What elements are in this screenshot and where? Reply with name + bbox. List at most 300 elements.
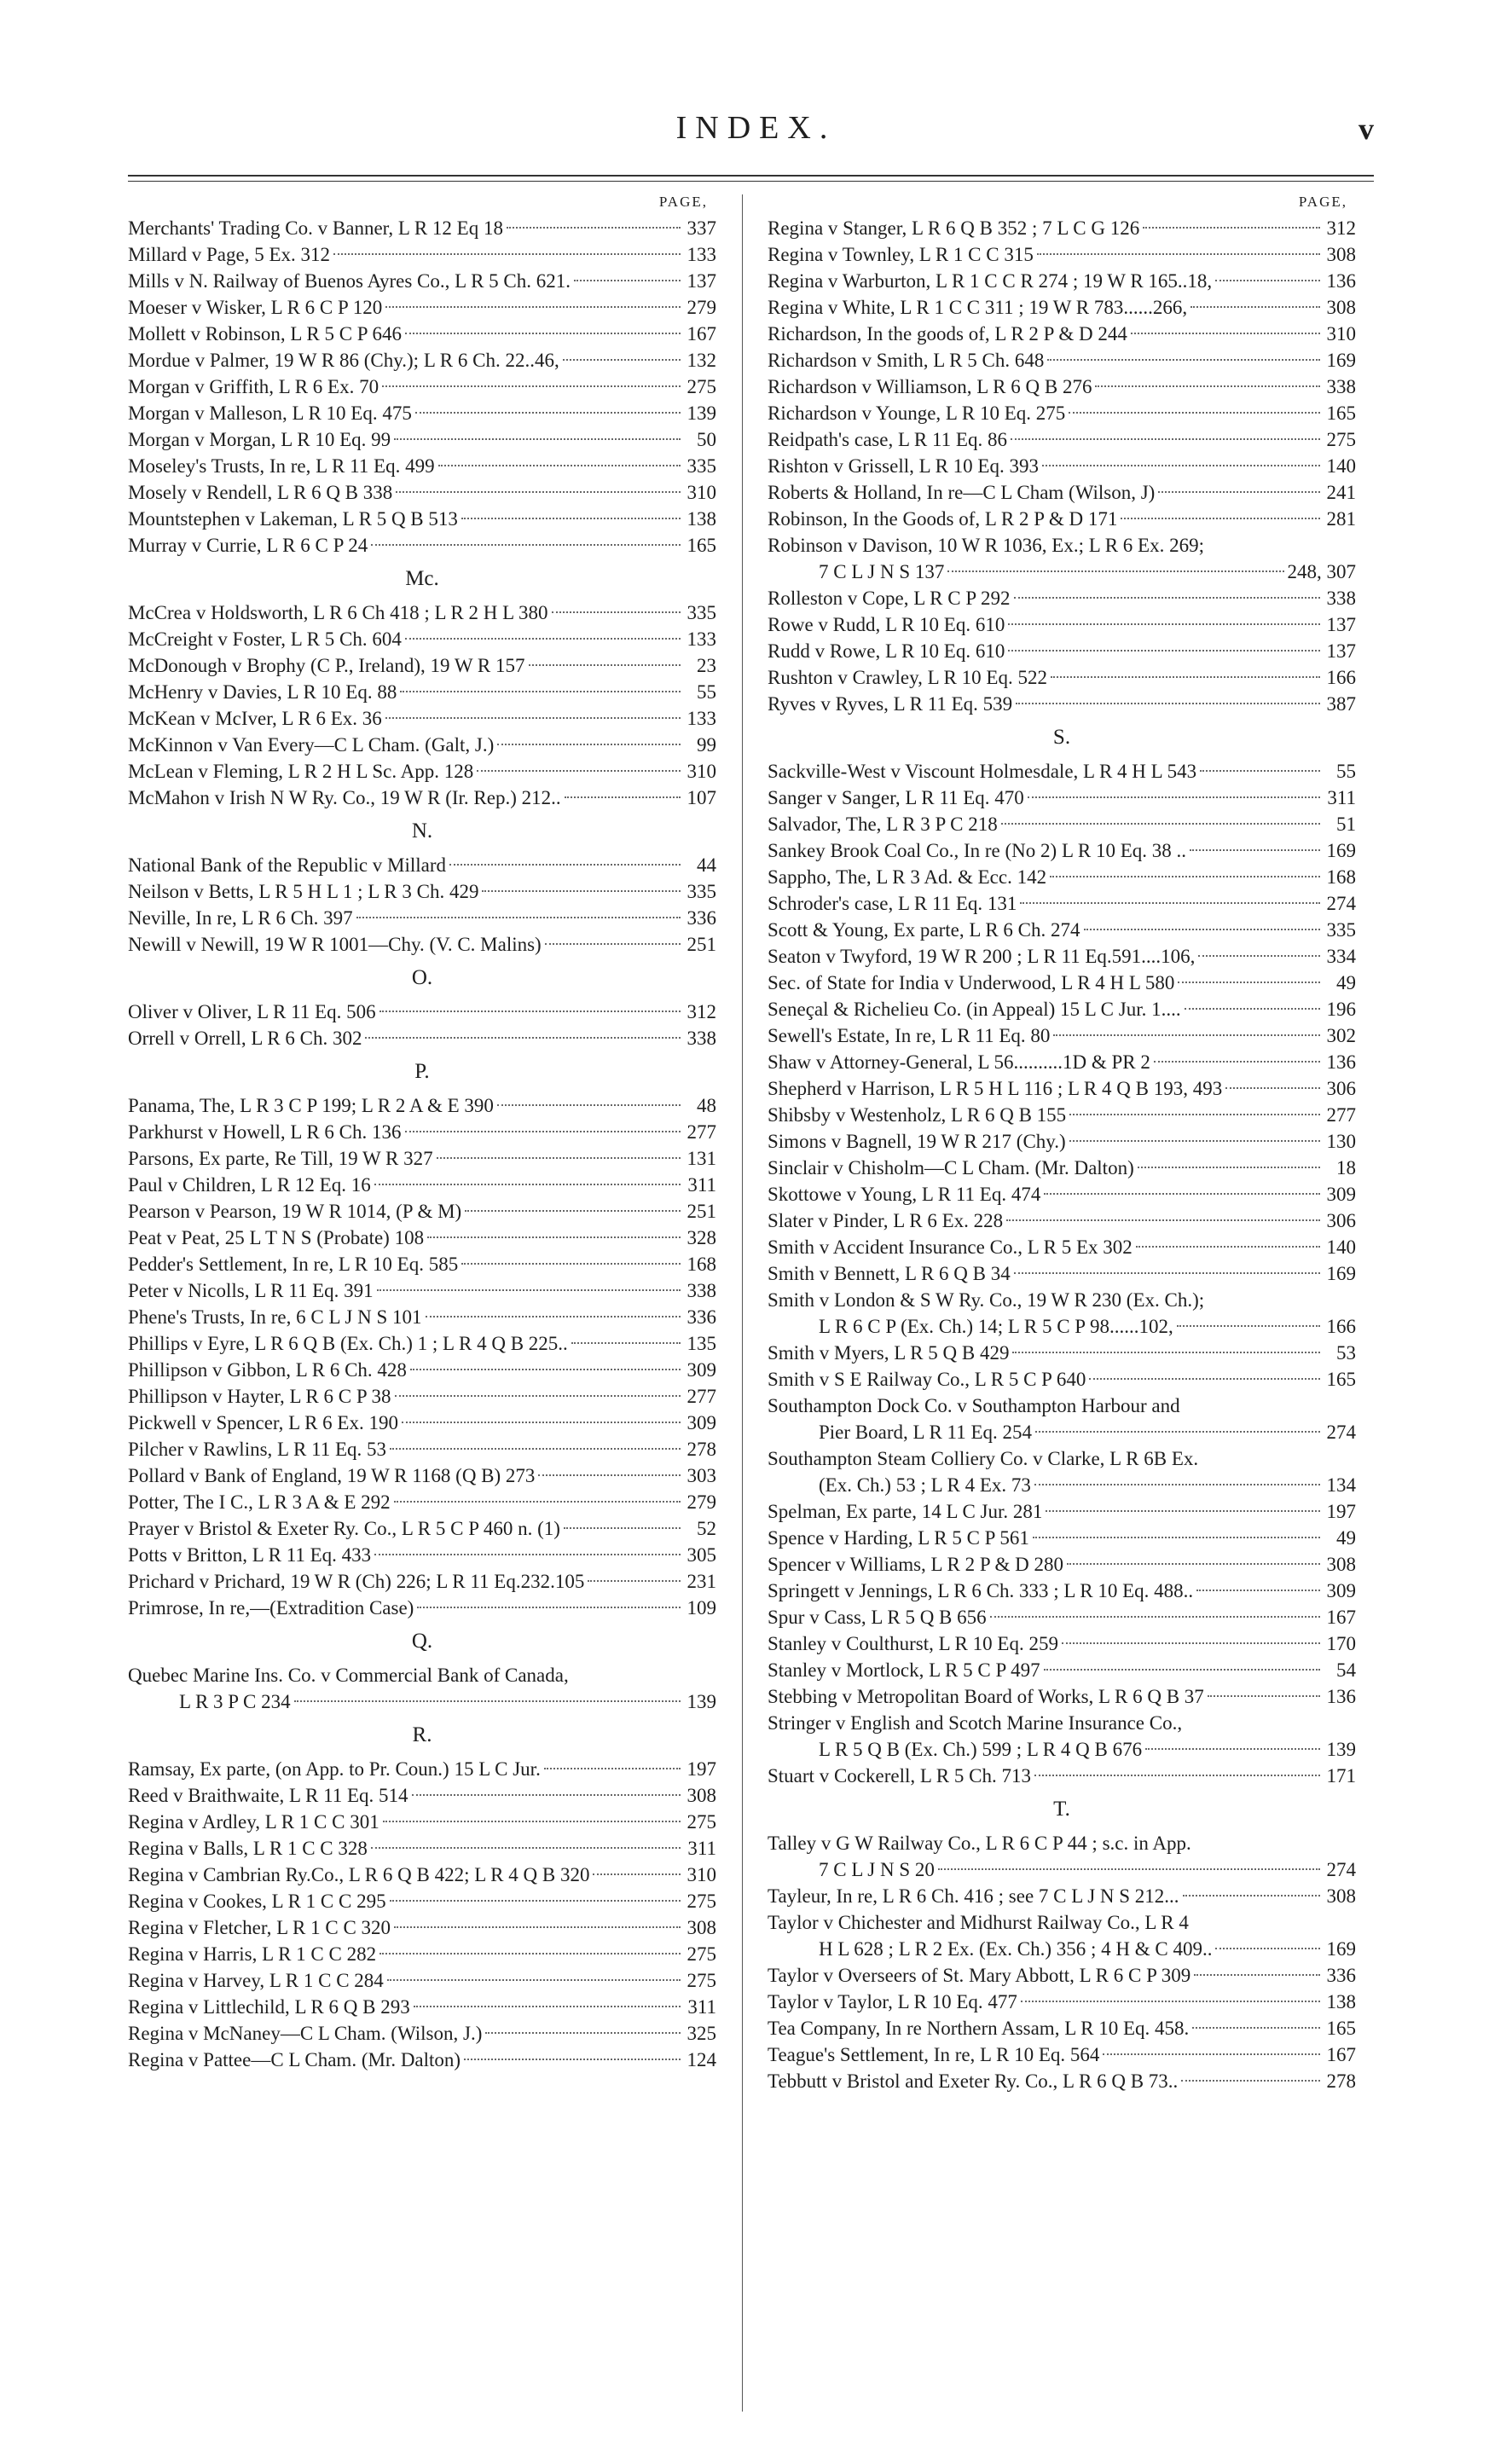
dot-leader: [464, 2059, 681, 2060]
page-reference: 138: [1326, 1991, 1356, 2012]
index-entry: [768, 1525, 1356, 1551]
index-entry: [128, 426, 716, 453]
index-entry: [768, 970, 1356, 996]
case-name: Mollett v Robinson, L R 5 C P 646: [128, 323, 402, 345]
dot-leader: [371, 544, 681, 546]
dot-leader: [1044, 1193, 1320, 1195]
index-entry: [128, 785, 716, 811]
page-reference: 167: [1326, 1607, 1356, 1628]
page-reference: 169: [1326, 1263, 1356, 1284]
case-name: Primrose, In re,—(Extradition Case): [128, 1597, 414, 1619]
dot-leader: [552, 611, 681, 613]
index-entry: [768, 758, 1356, 785]
page-number: v: [1358, 112, 1374, 146]
case-name: Tebbutt v Bristol and Exeter Ry. Co., L R 6 Q B 73..: [768, 2070, 1179, 2092]
index-entry: [128, 1383, 716, 1410]
case-name: McDonough v Brophy (C P., Ireland), 19 W R 157: [128, 655, 525, 676]
index-entry: [128, 2047, 716, 2073]
case-name: Parkhurst v Howell, L R 6 Ch. 136: [128, 1121, 402, 1143]
index-entry: [128, 626, 716, 652]
index-entry: [768, 1207, 1356, 1234]
index-entry: [768, 1102, 1356, 1128]
case-name: Sinclair v Chisholm—C L Cham. (Mr. Dalton): [768, 1157, 1134, 1178]
case-name: Taylor v Taylor, L R 10 Eq. 477: [768, 1991, 1017, 2012]
index-entry: [128, 732, 716, 758]
page-reference: 310: [1326, 323, 1356, 345]
case-name: Sewell's Estate, In re, L R 11 Eq. 80: [768, 1025, 1051, 1046]
index-entry: [128, 905, 716, 931]
page-reference: 308: [1326, 297, 1356, 318]
dot-leader: [497, 744, 681, 745]
dot-leader: [1011, 438, 1320, 440]
index-entry: [128, 999, 716, 1025]
page-reference: 328: [686, 1227, 716, 1248]
page-reference: 303: [686, 1465, 716, 1486]
page-reference: 165: [1326, 1369, 1356, 1390]
case-name: McCrea v Holdsworth, L R 6 Ch 418 ; L R 2 H L 380: [128, 602, 548, 623]
page-reference: 51: [1336, 814, 1356, 835]
index-entry: [128, 321, 716, 347]
page-reference: 336: [1326, 1965, 1356, 1986]
dot-leader: [1158, 491, 1320, 493]
page-reference: 139: [686, 1691, 716, 1712]
case-citation-continued: L R 6 C P (Ex. Ch.) 14; L R 5 C P 98......102,: [819, 1316, 1173, 1337]
index-entry: [768, 2041, 1356, 2068]
index-entry: [128, 1357, 716, 1383]
page-reference: 277: [1326, 1104, 1356, 1126]
page-reference: 166: [1326, 1316, 1356, 1337]
index-entry: [768, 1075, 1356, 1102]
dot-leader: [402, 1422, 681, 1423]
index-entry: [128, 679, 716, 705]
case-name: Richardson v Younge, L R 10 Eq. 275: [768, 402, 1066, 424]
page-reference: 277: [686, 1386, 716, 1407]
case-name: Prayer v Bristol & Exeter Ry. Co., L R 5 C P 460 n. (1): [128, 1518, 560, 1539]
case-name: Skottowe v Young, L R 11 Eq. 474: [768, 1184, 1041, 1205]
index-entry: [128, 1994, 716, 2020]
case-name: Regina v McNaney—C L Cham. (Wilson, J.): [128, 2023, 483, 2044]
index-entry: [128, 931, 716, 958]
page-reference: 241: [1326, 482, 1356, 503]
case-name: Regina v White, L R 1 C C 311 ; 19 W R 783......266,: [768, 297, 1188, 318]
page-reference: 311: [687, 1174, 716, 1196]
index-entry: [128, 1119, 716, 1145]
index-entry: [128, 1436, 716, 1462]
case-name: McMahon v Irish N W Ry. Co., 19 W R (Ir. Rep.) 212..: [128, 787, 561, 808]
case-name: Phillips v Eyre, L R 6 Q B (Ex. Ch.) 1 ; L R 4 Q B 225..: [128, 1333, 568, 1354]
dot-leader: [1034, 1775, 1320, 1776]
index-entry: [768, 2015, 1356, 2041]
page-title: INDEX.: [675, 110, 837, 146]
dot-leader: [437, 1157, 681, 1159]
index-entry: [768, 1551, 1356, 1578]
index-entry: [768, 479, 1356, 506]
dot-leader: [1103, 2053, 1320, 2055]
case-name: Moseley's Trusts, In re, L R 11 Eq. 499: [128, 455, 435, 477]
index-entry: [128, 1145, 716, 1172]
case-name: Pedder's Settlement, In re, L R 10 Eq. 585: [128, 1254, 459, 1275]
page-reference: 54: [1336, 1659, 1356, 1681]
page-reference: 133: [686, 244, 716, 265]
page-reference: 308: [1326, 1554, 1356, 1575]
dot-leader: [410, 1369, 681, 1370]
index-entry: [128, 1304, 716, 1330]
index-entry: [768, 1022, 1356, 1049]
dot-leader: [1042, 465, 1320, 466]
dot-leader: [1089, 1378, 1320, 1380]
page-reference: 137: [1326, 640, 1356, 662]
page-reference: 275: [686, 1970, 716, 1991]
index-entry: [768, 532, 1356, 559]
dot-leader: [438, 465, 681, 466]
dot-leader: [415, 412, 681, 414]
case-name: Stringer v English and Scotch Marine Insurance Co.,: [768, 1712, 1183, 1734]
index-entry: [768, 1445, 1356, 1472]
page-reference: 130: [1326, 1131, 1356, 1152]
dot-leader: [1208, 1695, 1320, 1697]
page-reference: 302: [1326, 1025, 1356, 1046]
dot-leader: [374, 1184, 681, 1185]
case-name: National Bank of the Republic v Millard: [128, 854, 447, 876]
page-reference: 168: [1326, 866, 1356, 888]
dot-leader: [400, 691, 681, 692]
page-reference: 99: [697, 734, 716, 756]
case-name: Millard v Page, 5 Ex. 312: [128, 244, 330, 265]
case-name: Talley v G W Railway Co., L R 6 C P 44 ; s.c. in App.: [768, 1833, 1191, 1854]
dot-leader: [1183, 1895, 1320, 1897]
index-entry: [128, 1025, 716, 1051]
dot-leader: [1145, 1748, 1320, 1750]
page-reference: 167: [1326, 2044, 1356, 2065]
page-reference: 312: [686, 1001, 716, 1022]
page-reference: 308: [686, 1785, 716, 1806]
index-entry: [768, 374, 1356, 400]
dot-leader: [465, 1210, 681, 1212]
index-entry: [128, 400, 716, 426]
dot-leader: [1016, 703, 1320, 704]
case-name: Moeser v Wisker, L R 6 C P 120: [128, 297, 383, 318]
dot-leader: [938, 1868, 1320, 1870]
case-name: Sanger v Sanger, L R 11 Eq. 470: [768, 787, 1024, 808]
index-entry: [768, 1128, 1356, 1155]
case-name: Mountstephen v Lakeman, L R 5 Q B 513: [128, 508, 458, 530]
index-entry: [128, 1862, 716, 1888]
case-name: Pollard v Bank of England, 19 W R 1168 (Q B) 273: [128, 1465, 536, 1486]
page-reference: 281: [1326, 508, 1356, 530]
page-reference: 133: [686, 628, 716, 650]
dot-leader: [1062, 1642, 1320, 1644]
index-entry: [768, 1049, 1356, 1075]
page-reference: 44: [697, 854, 716, 876]
index-entry: [128, 1410, 716, 1436]
dot-leader: [1069, 412, 1320, 414]
header-rule: [128, 175, 1374, 177]
page-reference: 279: [686, 297, 716, 318]
dot-leader: [565, 796, 681, 798]
page-reference: 169: [1326, 350, 1356, 371]
dot-leader: [1053, 1034, 1320, 1036]
case-name: Regina v Harris, L R 1 C C 282: [128, 1943, 377, 1965]
dot-leader: [1192, 2027, 1320, 2029]
page-reference: 311: [687, 1996, 716, 2018]
dot-leader: [1006, 1219, 1320, 1221]
page-reference: 165: [686, 535, 716, 556]
page-reference: 197: [1326, 1501, 1356, 1522]
index-entry: [128, 1172, 716, 1198]
dot-leader: [394, 1926, 681, 1928]
index-entry: [768, 1604, 1356, 1630]
index-entry: [768, 611, 1356, 638]
case-name: Pickwell v Spencer, L R 6 Ex. 190: [128, 1412, 398, 1433]
dot-leader: [1069, 1114, 1320, 1115]
case-name: Pearson v Pearson, 19 W R 1014, (P & M): [128, 1201, 462, 1222]
case-name: Regina v Cambrian Ry.Co., L R 6 Q B 422; L R 4 Q B 320: [128, 1864, 590, 1885]
page-reference: 23: [697, 655, 716, 676]
dot-leader: [461, 518, 681, 519]
index-entry: [768, 1578, 1356, 1604]
index-entry: [768, 585, 1356, 611]
page-reference: 338: [1326, 376, 1356, 397]
index-entry: [768, 426, 1356, 453]
page-reference: 308: [686, 1917, 716, 1938]
index-entry: [128, 1092, 716, 1119]
case-name: McCreight v Foster, L R 5 Ch. 604: [128, 628, 402, 650]
index-entry-continuation: [768, 1313, 1356, 1340]
index-entry: [768, 1683, 1356, 1710]
case-name: Regina v Cookes, L R 1 C C 295: [128, 1891, 386, 1912]
dot-leader: [417, 1607, 681, 1608]
dot-leader: [1014, 597, 1320, 599]
case-name: Regina v Littlechild, L R 6 Q B 293: [128, 1996, 410, 2018]
page-reference: 132: [686, 350, 716, 371]
index-entry: [128, 506, 716, 532]
page-reference: 140: [1326, 1236, 1356, 1258]
page-reference: 311: [687, 1838, 716, 1859]
page-reference: 133: [686, 708, 716, 729]
index-entry: [128, 599, 716, 626]
page-reference: 277: [686, 1121, 716, 1143]
case-name: Morgan v Morgan, L R 10 Eq. 99: [128, 429, 391, 450]
dot-leader: [529, 664, 681, 666]
index-entry: [128, 1515, 716, 1542]
page-reference: 251: [686, 1201, 716, 1222]
dot-leader: [1225, 1087, 1320, 1089]
case-name: Smith v S E Railway Co., L R 5 C P 640: [768, 1369, 1086, 1390]
index-entry: [768, 785, 1356, 811]
dot-leader: [571, 1342, 681, 1344]
case-name: Oliver v Oliver, L R 11 Eq. 506: [128, 1001, 376, 1022]
dot-leader: [1012, 1352, 1320, 1353]
case-name: Stanley v Coulthurst, L R 10 Eq. 259: [768, 1633, 1058, 1654]
page-reference: 334: [1326, 946, 1356, 967]
dot-leader: [1069, 1140, 1320, 1142]
page-reference: 49: [1336, 1527, 1356, 1549]
page-reference: 274: [1326, 893, 1356, 914]
page-reference: 312: [1326, 217, 1356, 239]
dot-leader: [356, 917, 681, 918]
dot-leader: [477, 770, 681, 772]
page-reference: 55: [1336, 761, 1356, 782]
page-reference: 168: [686, 1254, 716, 1275]
dot-leader: [1034, 1484, 1320, 1485]
dot-leader: [1215, 280, 1320, 281]
case-name: Peter v Nicolls, L R 11 Eq. 391: [128, 1280, 374, 1301]
section-letter: R.: [412, 1723, 432, 1746]
case-name: Phillipson v Hayter, L R 6 C P 38: [128, 1386, 391, 1407]
page-reference: 18: [1336, 1157, 1356, 1178]
index-entry: [768, 1830, 1356, 1856]
case-name: Neville, In re, L R 6 Ch. 397: [128, 907, 353, 929]
index-entry: [128, 1489, 716, 1515]
case-name: Southampton Steam Colliery Co. v Clarke, L R 6B Ex.: [768, 1448, 1199, 1469]
index-entry-continuation: [768, 1472, 1356, 1498]
dot-leader: [385, 306, 681, 308]
page-reference: 335: [686, 455, 716, 477]
page-reference: 335: [686, 881, 716, 902]
page-reference: 165: [1326, 402, 1356, 424]
dot-leader: [383, 1821, 681, 1822]
case-name: Stuart v Cockerell, L R 5 Ch. 713: [768, 1765, 1031, 1787]
dot-leader: [1033, 1537, 1320, 1538]
dot-leader: [1014, 1272, 1320, 1274]
dot-leader: [1185, 1008, 1320, 1010]
dot-leader: [427, 1236, 681, 1238]
index-entry: [768, 321, 1356, 347]
page-reference: 309: [1326, 1580, 1356, 1601]
dot-leader: [1178, 982, 1320, 983]
case-name: Regina v Balls, L R 1 C C 328: [128, 1838, 368, 1859]
index-entry: [128, 1756, 716, 1782]
index-entry-continuation: [768, 1856, 1356, 1883]
dot-leader: [1050, 876, 1320, 877]
index-entry: [128, 652, 716, 679]
page-reference: 279: [686, 1491, 716, 1513]
page-reference: 109: [686, 1597, 716, 1619]
case-name: Murray v Currie, L R 6 C P 24: [128, 535, 368, 556]
page-reference: 336: [686, 1306, 716, 1328]
index-entry: [768, 453, 1356, 479]
index-entry: [128, 1198, 716, 1225]
dot-leader: [1020, 902, 1320, 904]
dot-leader: [1121, 518, 1320, 519]
page-reference: 196: [1326, 999, 1356, 1020]
index-entry: [768, 215, 1356, 241]
case-name: Orrell v Orrell, L R 6 Ch. 302: [128, 1028, 362, 1049]
case-citation-continued: 7 C L J N S 20: [819, 1859, 935, 1880]
dot-leader: [365, 1037, 681, 1039]
case-name: Prichard v Prichard, 19 W R (Ch) 226; L R 11 Eq.232.105: [128, 1571, 585, 1592]
page-reference: 305: [686, 1544, 716, 1566]
page-reference: 136: [1326, 1686, 1356, 1707]
dot-leader: [1200, 770, 1320, 772]
index-entry: [768, 1340, 1356, 1366]
index-entry: [128, 758, 716, 785]
section-letter: P.: [414, 1060, 430, 1083]
index-entry: [768, 241, 1356, 268]
index-entry-continuation: [768, 559, 1356, 585]
dot-leader: [507, 227, 681, 229]
case-name: Stebbing v Metropolitan Board of Works, L R 6 Q B 37: [768, 1686, 1204, 1707]
page-reference: 139: [686, 402, 716, 424]
page-reference: 137: [1326, 614, 1356, 635]
index-entry: [128, 1941, 716, 1967]
index-entry: [768, 506, 1356, 532]
index-entry: [768, 638, 1356, 664]
index-entry: [128, 1225, 716, 1251]
case-name: Smith v London & S W Ry. Co., 19 W R 230 (Ex. Ch.);: [768, 1289, 1205, 1311]
page-reference: 274: [1326, 1422, 1356, 1443]
dot-leader: [990, 1616, 1320, 1618]
dot-leader: [379, 1953, 681, 1954]
dot-leader: [1008, 623, 1320, 625]
dot-leader: [564, 1527, 681, 1529]
case-name: Shepherd v Harrison, L R 5 H L 116 ; L R 4 Q B 193, 493: [768, 1078, 1223, 1099]
case-name: Peat v Peat, 25 L T N S (Probate) 108: [128, 1227, 425, 1248]
page-reference: 274: [1326, 1859, 1356, 1880]
case-name: Taylor v Chichester and Midhurst Railway Co., L R 4: [768, 1912, 1189, 1933]
case-name: Teague's Settlement, In re, L R 10 Eq. 564: [768, 2044, 1100, 2065]
dot-leader: [1046, 1510, 1320, 1512]
case-name: Phene's Trusts, In re, 6 C L J N S 101: [128, 1306, 422, 1328]
page-reference: 338: [686, 1280, 716, 1301]
index-entry: [768, 1657, 1356, 1683]
page-reference: 387: [1326, 693, 1356, 715]
dot-leader: [390, 1448, 681, 1450]
dot-leader: [1084, 929, 1320, 930]
section-letter: Mc.: [405, 567, 439, 590]
case-name: Smith v Accident Insurance Co., L R 5 Ex 302: [768, 1236, 1133, 1258]
dot-leader: [1190, 849, 1320, 851]
index-entry: [128, 1914, 716, 1941]
case-name: Reidpath's case, L R 11 Eq. 86: [768, 429, 1007, 450]
index-entry: [128, 2020, 716, 2047]
page-reference: 309: [686, 1412, 716, 1433]
page-reference: 166: [1326, 667, 1356, 688]
page-reference: 335: [686, 602, 716, 623]
dot-leader: [377, 1289, 681, 1291]
index-entry: [768, 347, 1356, 374]
index-entry: [128, 705, 716, 732]
dot-leader: [1177, 1325, 1320, 1327]
case-name: Shaw v Attorney-General, L 56..........1D & PR 2: [768, 1051, 1150, 1073]
page-reference: 138: [686, 508, 716, 530]
index-entry: [128, 1662, 716, 1688]
index-entry: [768, 890, 1356, 917]
dot-leader: [1067, 1563, 1320, 1565]
page-reference: 140: [1326, 455, 1356, 477]
page-column-label: PAGE,: [1298, 194, 1347, 210]
dot-leader: [497, 1104, 681, 1106]
index-entry: [128, 1809, 716, 1835]
case-name: Sec. of State for India v Underwood, L R 4 H L 580: [768, 972, 1175, 993]
case-name: Rishton v Grissell, L R 10 Eq. 393: [768, 455, 1039, 477]
index-entry: [128, 1967, 716, 1994]
dot-leader: [294, 1700, 681, 1702]
page-reference: 308: [1326, 1885, 1356, 1907]
index-entry-continuation: [768, 1936, 1356, 1962]
case-name: Mills v N. Railway of Buenos Ayres Co., L R 5 Ch. 621.: [128, 270, 571, 292]
dot-leader: [387, 1979, 681, 1981]
page-reference: 137: [686, 270, 716, 292]
page-reference: 231: [686, 1571, 716, 1592]
case-name: Smith v Bennett, L R 6 Q B 34: [768, 1263, 1011, 1284]
case-name: Scott & Young, Ex parte, L R 6 Ch. 274: [768, 919, 1080, 941]
case-name: Spelman, Ex parte, 14 L C Jur. 281: [768, 1501, 1043, 1522]
index-entry: [768, 1763, 1356, 1789]
dot-leader: [1051, 676, 1320, 678]
dot-leader: [405, 333, 681, 334]
index-entry: [128, 294, 716, 321]
